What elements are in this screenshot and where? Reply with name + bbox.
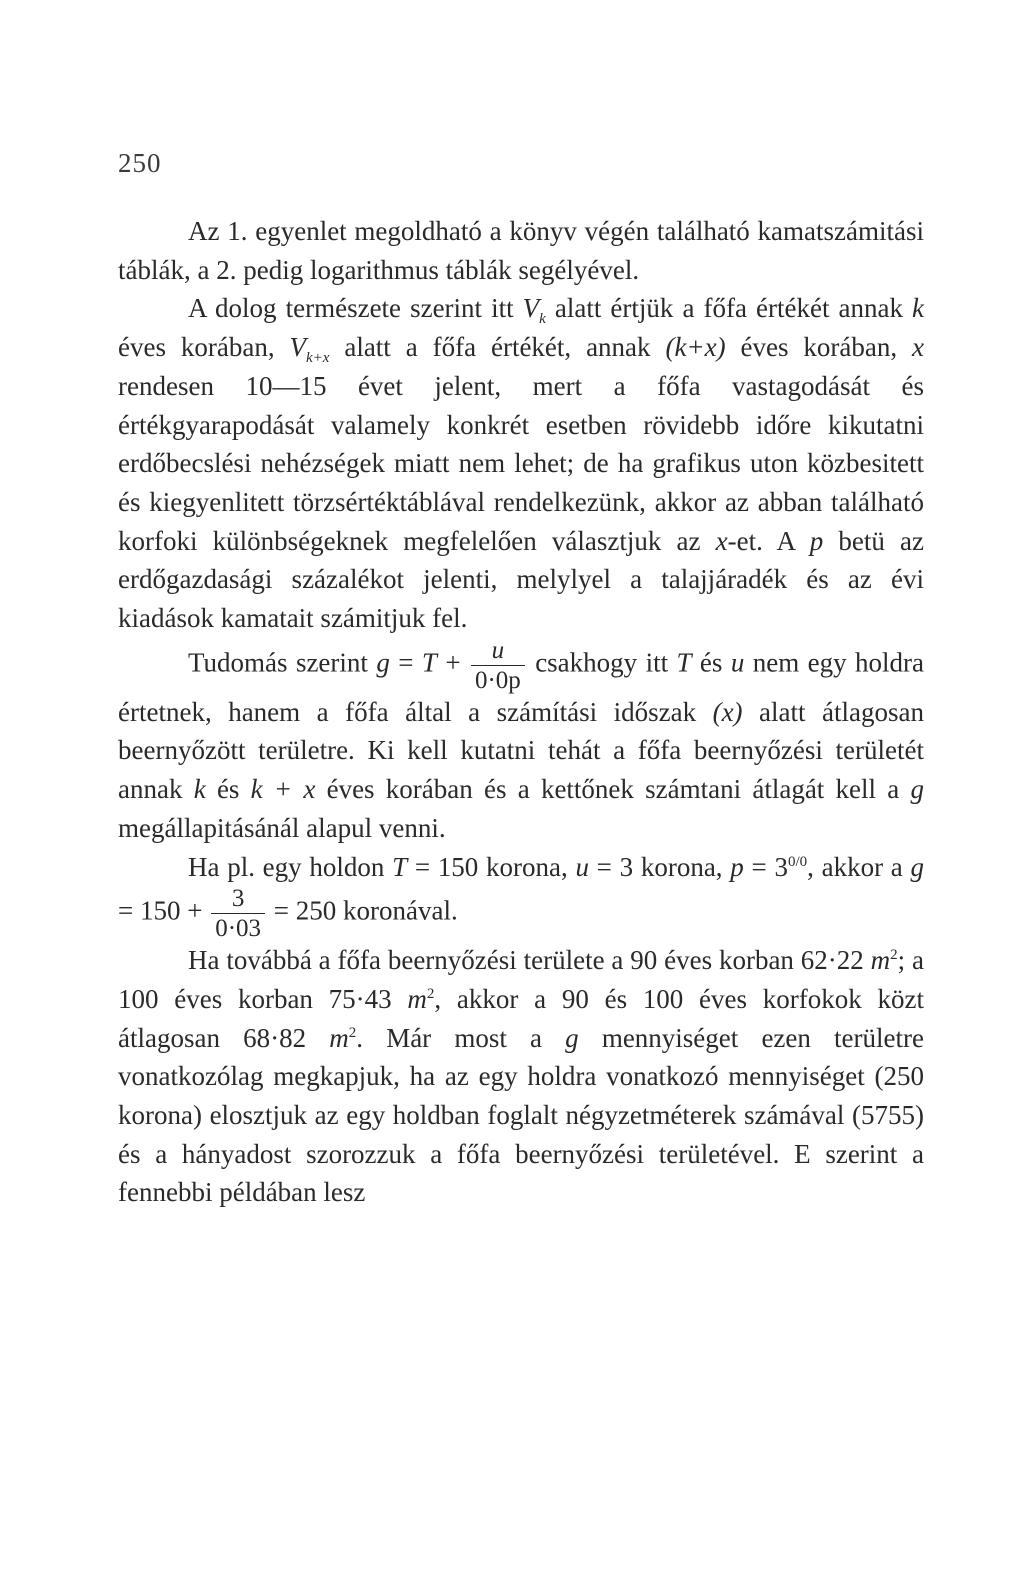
formula-fraction: $\frac{u}{0\cdot 0p}$ <box>471 638 525 693</box>
paragraph-4: Ha pl. egy holdon T = 150 korona, u = 3 korona, $p = 3^{0/0}$, akkor a g = 150 + $\frac{3}{0\cdot 03}$ = 250 koronával. <box>118 851 924 943</box>
paragraph-3: Tudomás szerint g = T + $\frac{u}{0\cdot 0p}$ csakhogy itt T és u nem egy holdra értetnek, hanem a főfa által a számítási időszak (x) alatt átlagosan beernyőzött területre. Ki kell kutatni tehát a főfa beernyőzési területét annak k és k + x éves korában és a kettőnek számtani átlagát kell a g megállapitásánál alapul venni. <box>118 636 924 843</box>
example-fraction: $\frac{3}{0\cdot 03}$ <box>211 886 265 941</box>
page-number: 250 <box>118 148 162 178</box>
paragraph-2: A dolog természete szerint itt $V_k$ alatt értjük a főfa értékét annak k éves korában, $V_{k+x}$ alatt a főfa értékét, annak (k+x) éves korában, x rendesen 10—15 évet jelent, mert a főfa vastagodását és értékgyarapodását valamely konkrét esetben rövidebb időre kikutatni erdőbecslési nehézségek miatt nem lehet; de ha grafikus uton közbesitett és kiegyenlitett törzsértéktáblával rendelkezünk, akkor az abban található korfoki különbségeknek megfelelően választjuk az x-et. A p betü az erdőgazdasági százalékot jelenti, melylyel a talajjáradék és az évi kiadások kamatait számitjuk fel. <box>118 293 925 634</box>
paragraph-5: Ha továbbá a főfa beernyőzési területe a 90 éves korban 62·22 $m^2$; a 100 éves korban 75·43 $m^2$, akkor a 90 és 100 éves korfokok közt átlagosan 68·82 $m^2$. Már most a g mennyiséget ezen területre vonatkozólag megkapjuk, ha az egy holdra vonatkozó mennyiséget (250 korona) elosztjuk az egy holdban foglalt négyzetméterek számával (5755) és a hányadost szorozzuk a főfa beernyőzési területével. E szerint a fennebbi példában lesz <box>118 945 924 1208</box>
page-body <box>118 212 924 1212</box>
paragraph-1: Az 1. egyenlet megoldható a könyv végén található kamatszámitási táblák, a 2. pedig logarithmus táblák segélyével. <box>118 216 924 285</box>
